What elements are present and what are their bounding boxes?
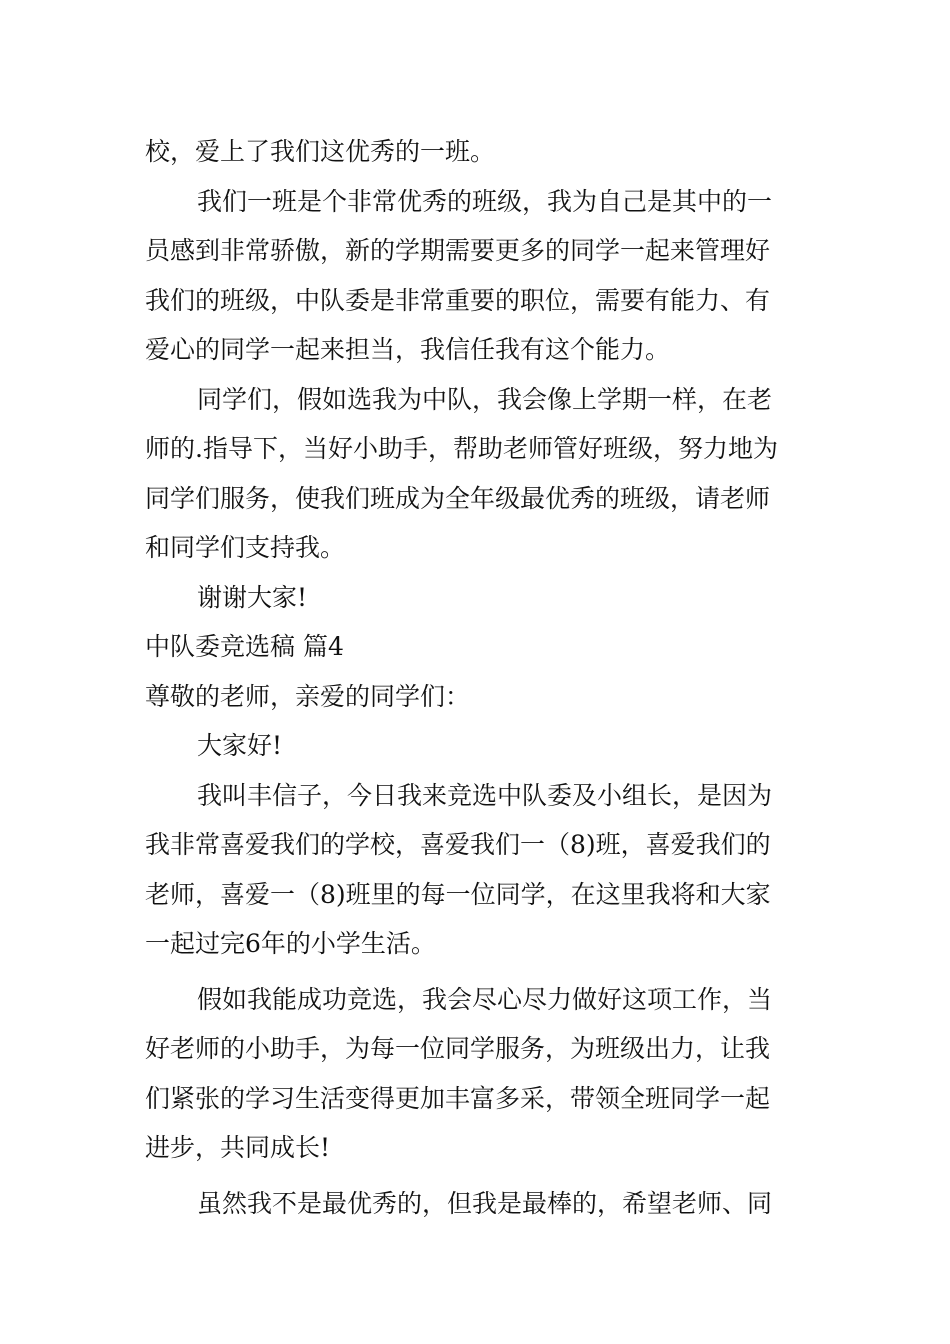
paragraph-line: 爱心的同学一起来担当，我信任我有这个能力。 [145,335,671,364]
paragraph-line: 进步，共同成长! [145,1133,331,1162]
salutation: 尊敬的老师，亲爱的同学们： [145,681,471,711]
paragraph-line: 校，爱上了我们这优秀的一班。 [145,137,496,166]
paragraph-line: 好老师的小助手，为每一位同学服务，为班级出力，让我 [145,1034,771,1063]
paragraph-line: 我们的班级，中队委是非常重要的职位，需要有能力、有 [145,285,771,315]
paragraph-line: 一起过完6年的小学生活。 [145,929,436,958]
paragraph-line: 同学们，假如选我为中队，我会像上学期一样，在老 [197,384,773,414]
paragraph-line: 我非常喜爱我们的学校，喜爱我们一（8)班，喜爱我们的 [145,830,771,859]
paragraph-line: 和同学们支持我。 [145,533,346,562]
paragraph-line: 们紧张的学习生活变得更加丰富多采，带领全班同学一起 [145,1083,771,1113]
paragraph-line: 老师，喜爱一（8)班里的每一位同学，在这里我将和大家 [145,879,771,909]
paragraph-line: 假如我能成功竞选，我会尽心尽力做好这项工作，当 [197,984,773,1014]
paragraph-line: 我叫丰信子，今日我来竞选中队委及小组长，是因为 [197,780,773,810]
document-body [145,127,810,1228]
paragraph-line: 师的.指导下，当好小助手，帮助老师管好班级，努力地为 [145,434,778,463]
paragraph-line: 我们一班是个非常优秀的班级，我为自己是其中的一 [197,186,773,216]
section-title: 中队委竞选稿 篇4 [145,632,344,661]
paragraph-line: 员感到非常骄傲，新的学期需要更多的同学一起来管理好 [145,236,771,265]
greeting: 大家好! [197,731,283,760]
paragraph-line: 同学们服务，使我们班成为全年级最优秀的班级，请老师 [145,483,771,513]
paragraph-line: 虽然我不是最优秀的，但我是最棒的，希望老师、同 [197,1188,773,1218]
closing-line: 谢谢大家! [197,582,308,612]
